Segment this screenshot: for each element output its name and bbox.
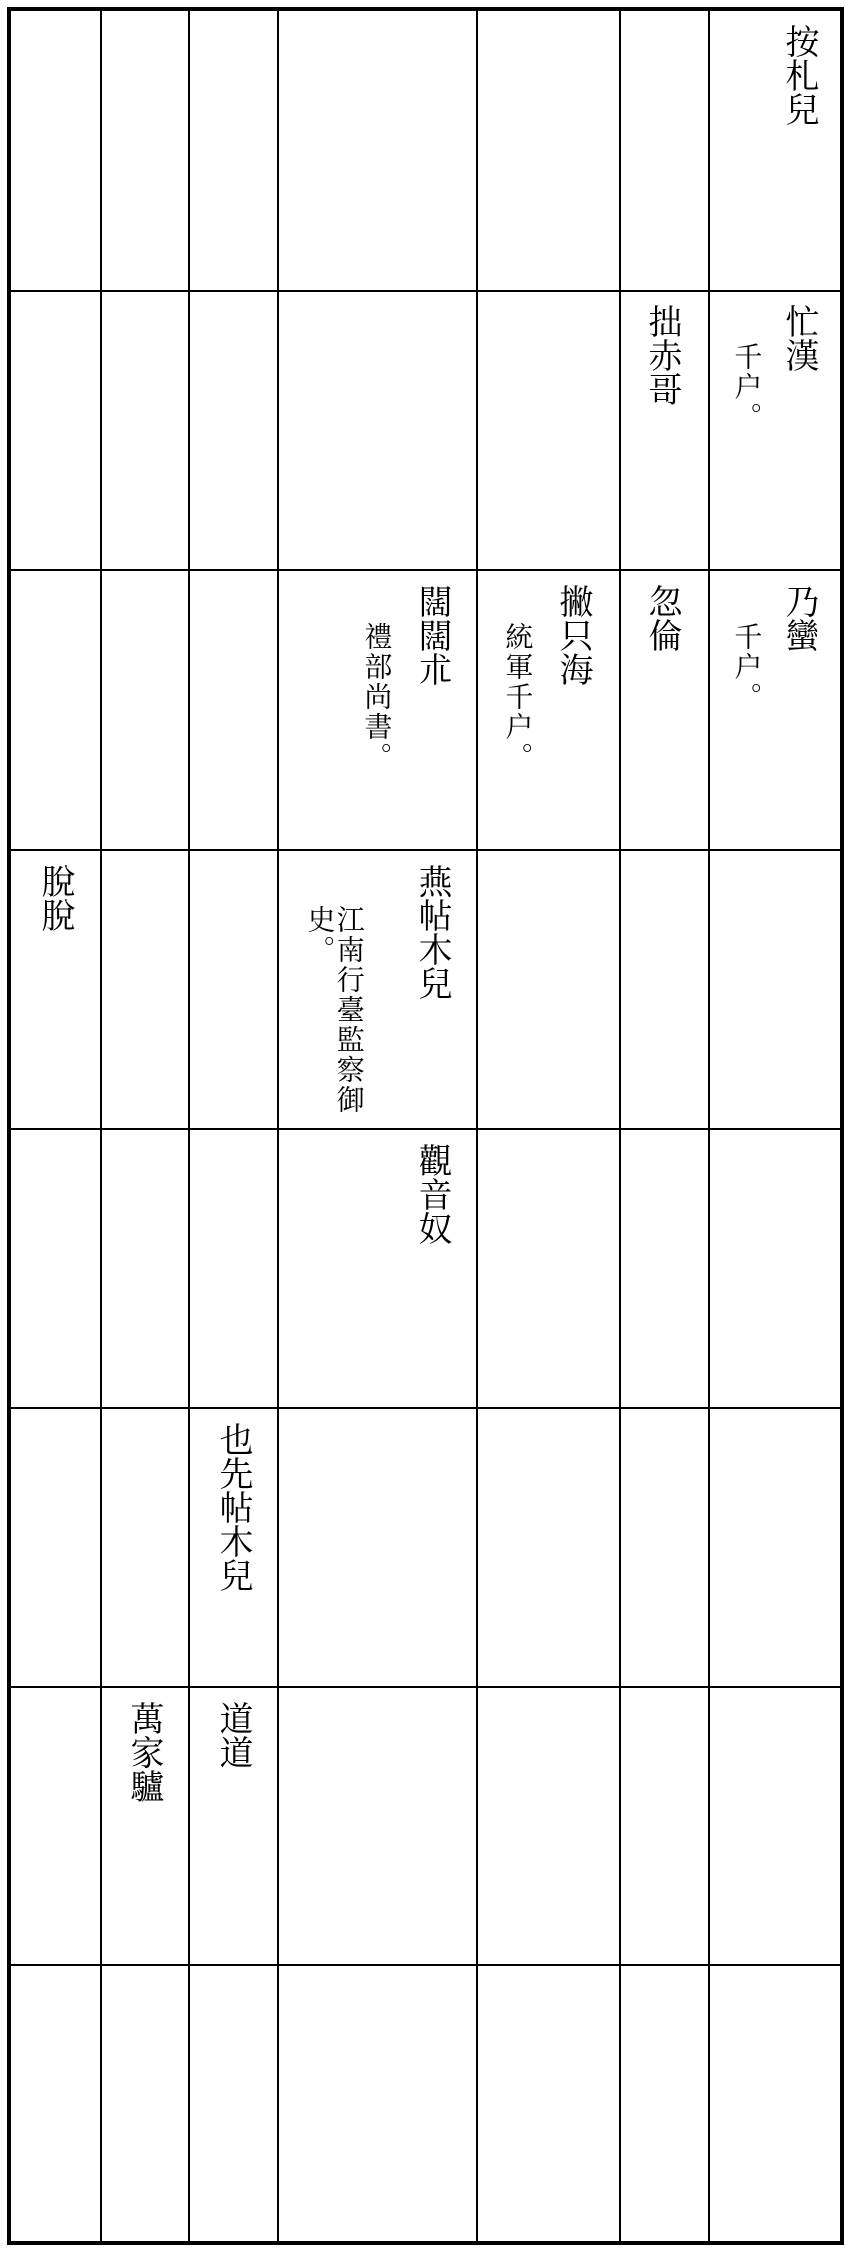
- person-yexiantiemuer: 也先帖木兒: [213, 1422, 253, 1592]
- person-nailuan: 乃蠻: [779, 584, 819, 652]
- person-pieshihai: 撇只海: [553, 584, 593, 686]
- person-yantiemuer: 燕帖木兒: [412, 864, 452, 1000]
- person-anzhaer: 按札兒: [779, 24, 819, 126]
- table-border: [9, 9, 842, 2243]
- person-nailuan-note: 千户。: [730, 622, 764, 712]
- person-zhuochige: 拙赤哥: [642, 304, 682, 406]
- person-kuokuoshu: 闊闊朮: [412, 584, 452, 686]
- person-manghan: 忙漢: [779, 304, 819, 372]
- person-kuokuoshu-note: 禮部尚書。: [360, 622, 394, 772]
- person-hulun: 忽倫: [642, 584, 682, 652]
- person-daodao: 道道: [213, 1701, 253, 1769]
- person-yantiemuer-note: 江南行臺監察御史。: [303, 905, 366, 1115]
- person-wanjialu: 萬家驢: [124, 1701, 164, 1803]
- person-pieshihai-note: 統軍千户。: [501, 622, 535, 772]
- person-guanyinnu: 觀音奴: [412, 1143, 452, 1245]
- person-manghan-note: 千户。: [730, 342, 764, 432]
- person-tuotuo: 脫脫: [35, 864, 75, 932]
